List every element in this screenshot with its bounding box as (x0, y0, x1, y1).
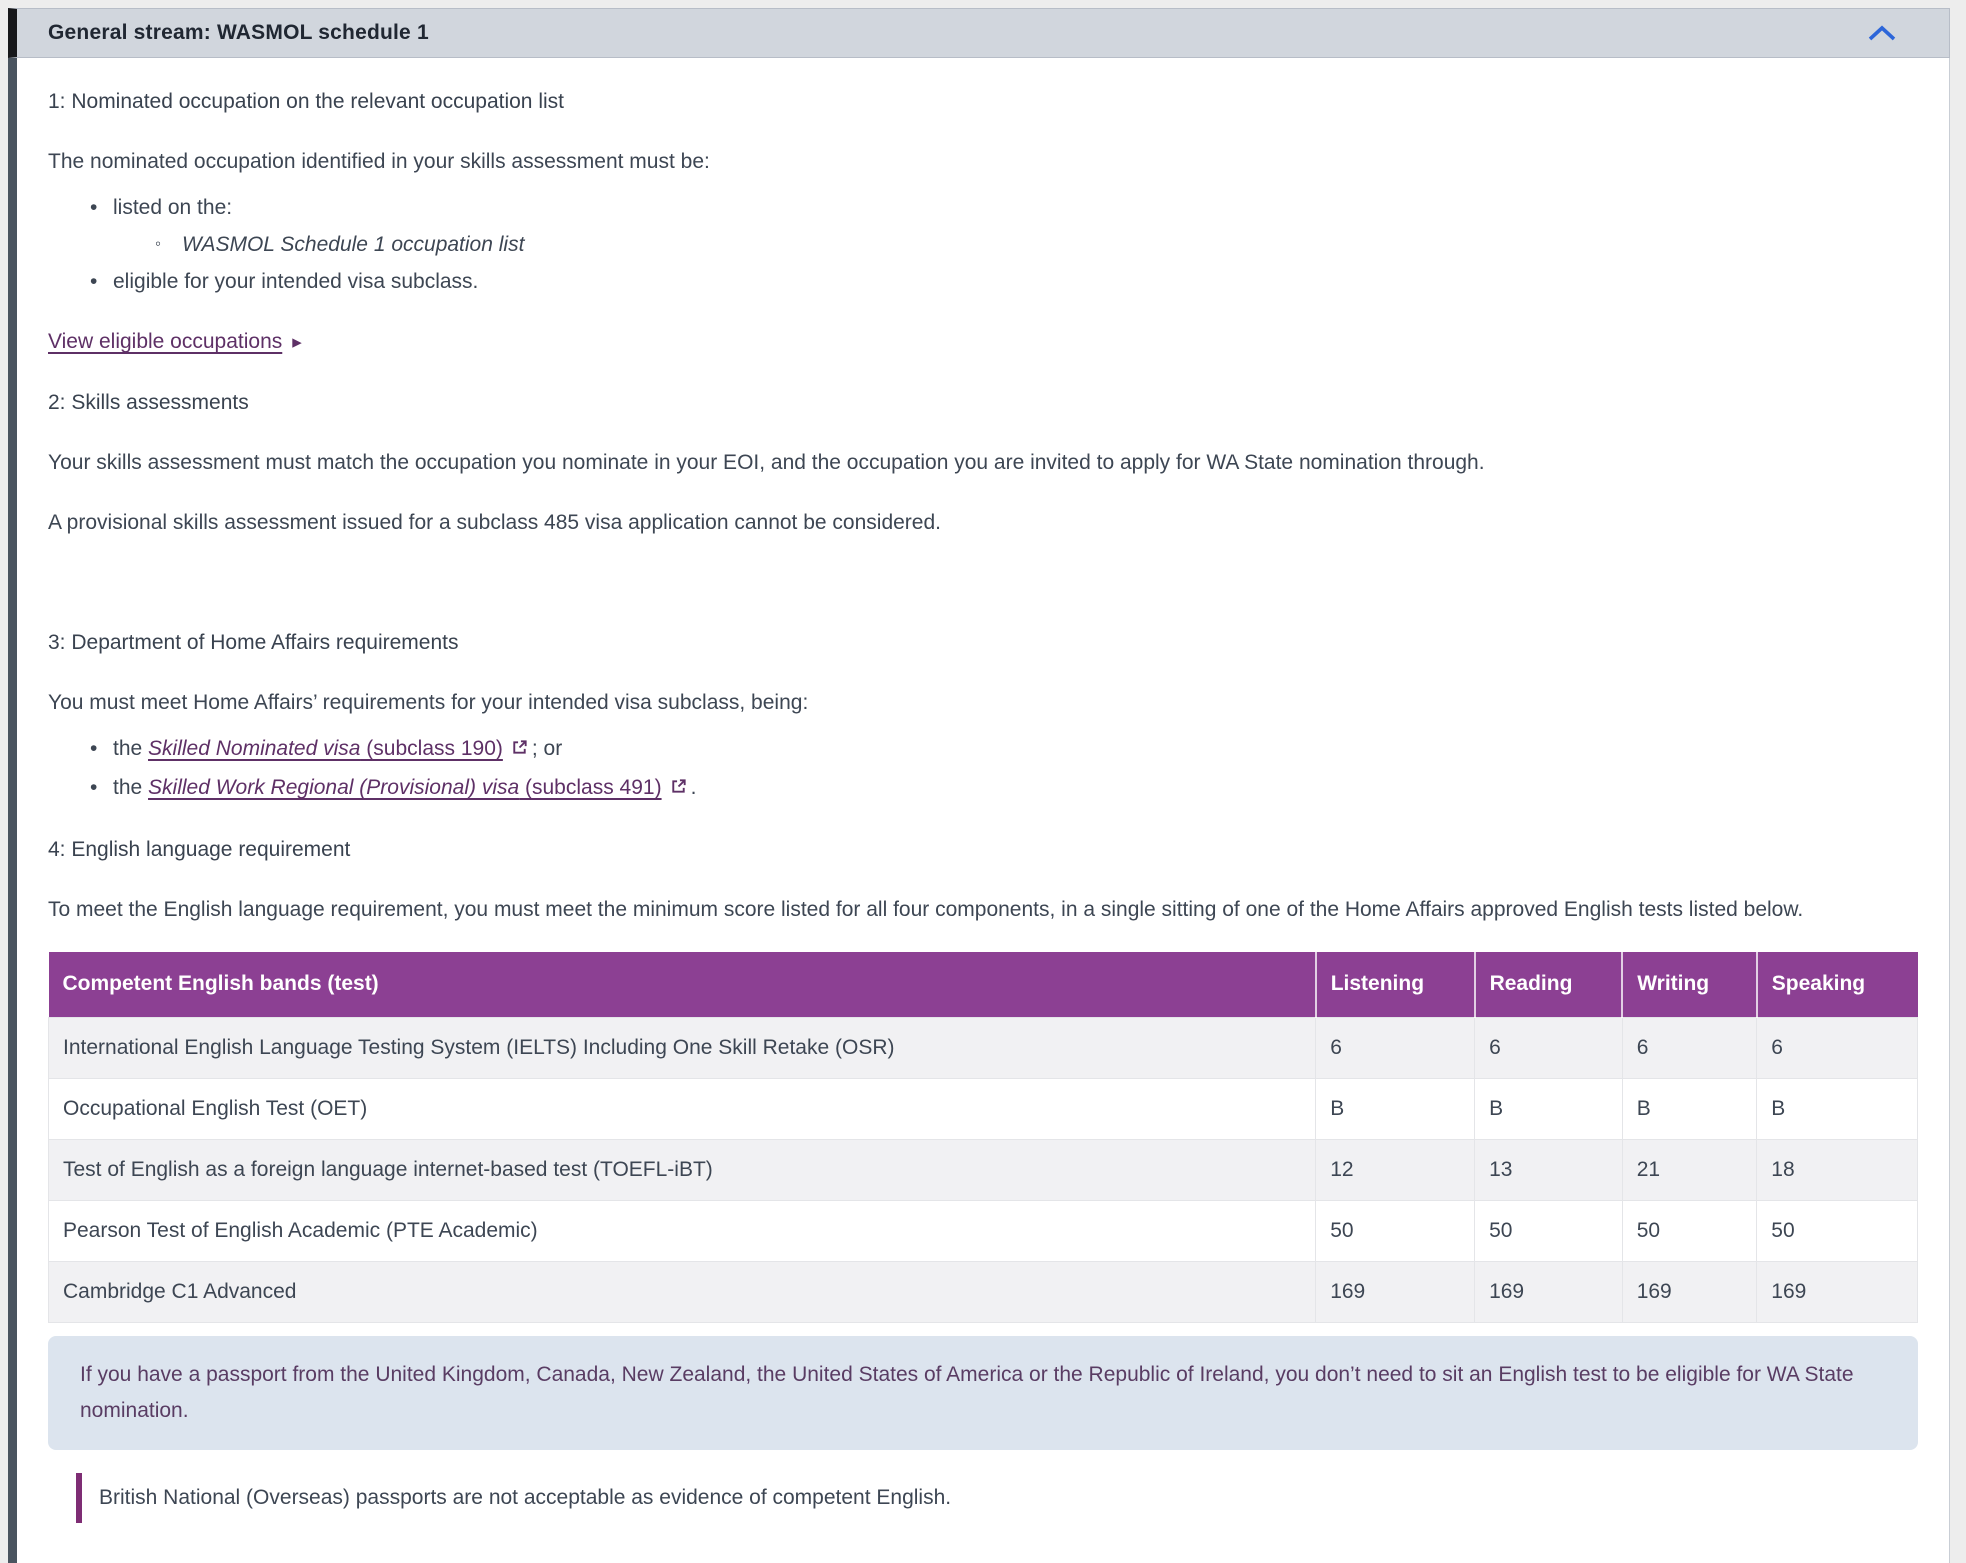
circle-bullet-icon: ◦ (155, 234, 162, 253)
passport-exemption-info-box (48, 1336, 1918, 1450)
cell-score: 50 (1316, 1200, 1475, 1261)
visa-link-italic: Skilled Nominated visa (148, 737, 361, 760)
visa-link-plain: (subclass 190) (360, 737, 503, 760)
cell-score: 50 (1622, 1200, 1757, 1261)
section-2-para-2: A provisional skills assessment issued for a subclass 485 visa application cannot be considered. (48, 511, 941, 534)
accordion-panel (8, 8, 1950, 1556)
note-text: British National (Overseas) passports are not acceptable as evidence of competent English. (99, 1485, 952, 1509)
visa-link-plain: (subclass 491) (519, 776, 662, 799)
column-header-listening: Listening (1316, 952, 1475, 1017)
accordion-title: General stream: WASMOL schedule 1 (48, 21, 429, 44)
column-header-reading: Reading (1475, 952, 1623, 1017)
cell-score: 12 (1316, 1139, 1475, 1200)
table-row (49, 1261, 1918, 1322)
column-header-speaking: Speaking (1757, 952, 1918, 1017)
list-item-prefix: the (113, 737, 149, 760)
accordion-header[interactable] (8, 8, 1950, 58)
wasmol-schedule-1-text: WASMOL Schedule 1 occupation list (182, 233, 525, 256)
view-eligible-occupations-link[interactable] (48, 330, 302, 353)
list-item (155, 226, 1918, 263)
table-header-row (49, 952, 1918, 1017)
section-3-heading: 3: Department of Home Affairs requirements (48, 631, 459, 654)
cell-score: B (1475, 1078, 1623, 1139)
column-header-writing: Writing (1622, 952, 1757, 1017)
list-item-text: listed on the: (113, 196, 233, 219)
list-item (90, 263, 1918, 300)
external-link-icon (669, 771, 688, 808)
cell-score: 6 (1757, 1017, 1918, 1078)
section-1-sublist (113, 226, 1918, 263)
section-4-intro: To meet the English language requirement, you must meet the minimum score listed for all four components, in a single sitting of one of the Home Affairs approved English tests listed below. (48, 898, 1804, 921)
subclass-190-link[interactable] (148, 737, 503, 760)
table-row (49, 1139, 1918, 1200)
list-item (90, 769, 1918, 808)
bullet-icon: • (90, 737, 98, 760)
link-label: View eligible occupations (48, 330, 283, 353)
column-header-test: Competent English bands (test) (49, 952, 1316, 1017)
bullet-icon: • (90, 776, 98, 799)
cell-score: 169 (1316, 1261, 1475, 1322)
section-3-list (48, 730, 1918, 808)
section-2-heading: 2: Skills assessments (48, 391, 249, 414)
cell-test-name: Test of English as a foreign language internet-based test (TOEFL-iBT) (49, 1139, 1316, 1200)
section-2-para-1: Your skills assessment must match the occupation you nominate in your EOI, and the occupation you are invited to apply for WA State nomination through. (48, 451, 1485, 474)
section-1-intro: The nominated occupation identified in your skills assessment must be: (48, 150, 710, 173)
cell-score: 169 (1757, 1261, 1918, 1322)
bullet-icon: • (90, 196, 98, 219)
bno-passport-note (76, 1473, 1918, 1523)
list-item-prefix: the (113, 776, 149, 799)
list-item-suffix: . (690, 776, 697, 799)
cell-score: B (1316, 1078, 1475, 1139)
cell-score: B (1622, 1078, 1757, 1139)
bullet-icon: • (90, 270, 98, 293)
info-box-text: If you have a passport from the United Kingdom, Canada, New Zealand, the United States of America or the Republic of Ireland, you don’t need to sit an English test to be eligible for WA State nomination. (80, 1362, 1854, 1422)
cell-score: 13 (1475, 1139, 1623, 1200)
table-row (49, 1078, 1918, 1139)
cell-test-name: Occupational English Test (OET) (49, 1078, 1316, 1139)
section-1-heading: 1: Nominated occupation on the relevant occupation list (48, 90, 564, 113)
cell-score: 18 (1757, 1139, 1918, 1200)
arrow-right-icon: ▸ (292, 332, 302, 353)
section-1-list (48, 189, 1918, 300)
visa-link-italic: Skilled Work Regional (Provisional) visa (148, 776, 520, 799)
section-4-heading: 4: English language requirement (48, 838, 351, 861)
cell-score: 21 (1622, 1139, 1757, 1200)
cell-test-name: International English Language Testing System (IELTS) Including One Skill Retake (OSR) (49, 1017, 1316, 1078)
table-row (49, 1200, 1918, 1261)
cell-score: 169 (1622, 1261, 1757, 1322)
section-3-intro: You must meet Home Affairs’ requirements for your intended visa subclass, being: (48, 691, 809, 714)
cell-test-name: Cambridge C1 Advanced (49, 1261, 1316, 1322)
chevron-up-icon[interactable] (1867, 25, 1897, 42)
list-item-suffix: ; or (531, 737, 563, 760)
blank-line (48, 565, 1918, 601)
table-row (49, 1017, 1918, 1078)
cell-score: 6 (1622, 1017, 1757, 1078)
accordion-body (8, 58, 1950, 1563)
subclass-491-link[interactable] (148, 776, 662, 799)
list-item (90, 730, 1918, 769)
cell-score: 6 (1316, 1017, 1475, 1078)
cell-score: 50 (1475, 1200, 1623, 1261)
list-item (90, 189, 1918, 263)
list-item-text: eligible for your intended visa subclass. (113, 270, 479, 293)
link-row (48, 324, 1918, 361)
external-link-icon (510, 732, 529, 769)
cell-test-name: Pearson Test of English Academic (PTE Academic) (49, 1200, 1316, 1261)
cell-score: B (1757, 1078, 1918, 1139)
cell-score: 50 (1757, 1200, 1918, 1261)
cell-score: 169 (1475, 1261, 1623, 1322)
english-tests-table (48, 952, 1918, 1323)
cell-score: 6 (1475, 1017, 1623, 1078)
